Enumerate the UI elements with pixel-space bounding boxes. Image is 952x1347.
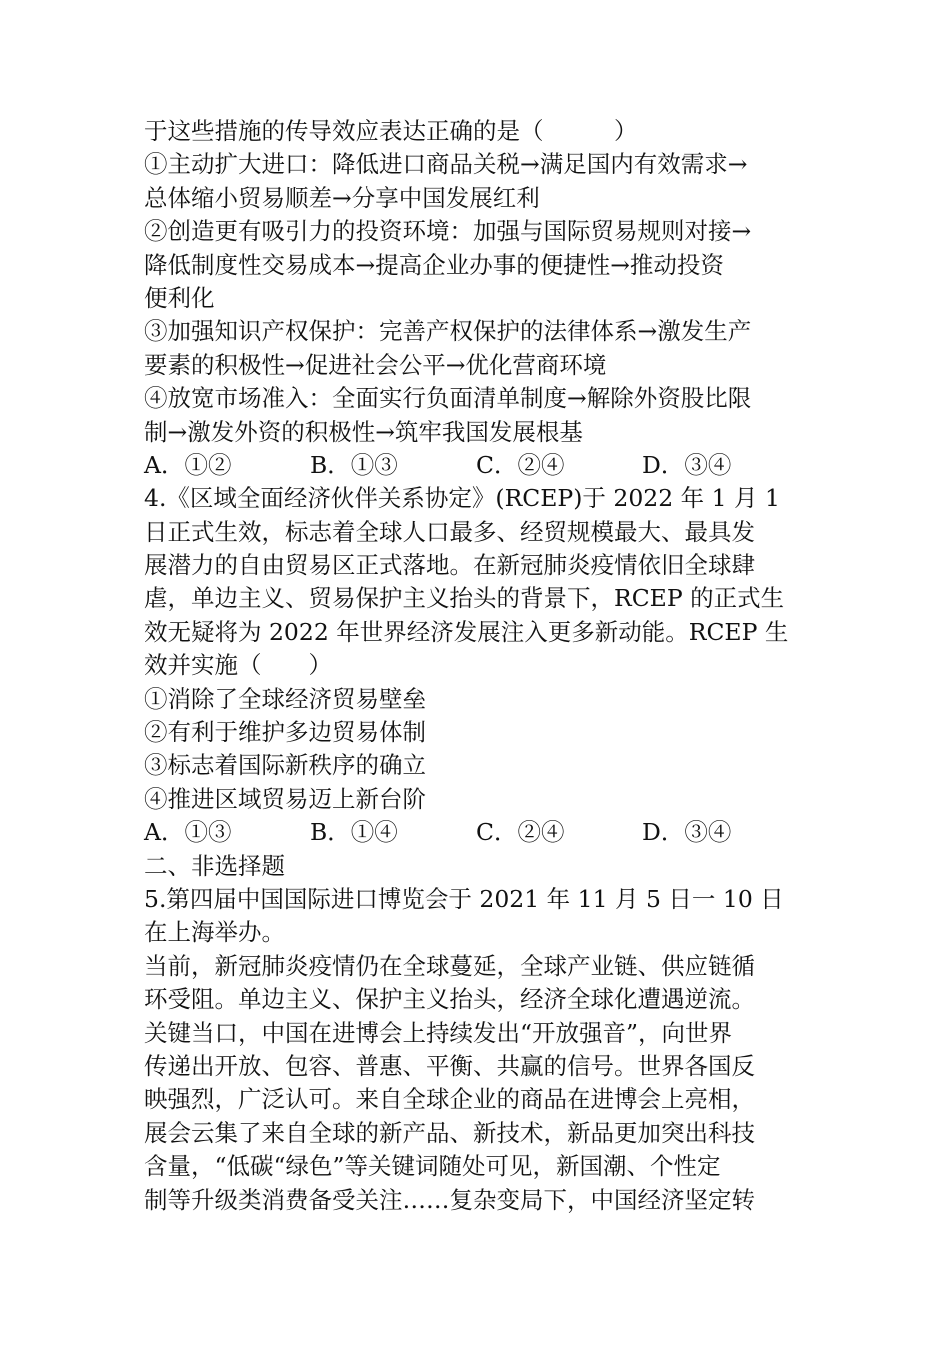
q3-option-d: D．③④ xyxy=(642,450,732,479)
q3-option-c: C．②④ xyxy=(476,450,565,479)
q5-passage-line: 制等升级类消费备受关注……复杂变局下，中国经济坚定转 xyxy=(144,1185,755,1214)
q5-passage-line: 含量，“低碳“绿色”等关键词随处可见，新国潮、个性定 xyxy=(144,1152,721,1181)
q3-item-line: ①主动扩大进口：降低进口商品关税→满足国内有效需求→ xyxy=(144,150,748,179)
q5-passage-line: 环受阻。单边主义、保护主义抬头，经济全球化遭遇逆流。 xyxy=(144,985,755,1014)
q4-option-c: C．②④ xyxy=(476,818,565,847)
q5-passage-line: 传递出开放、包容、普惠、平衡、共赢的信号。世界各国反 xyxy=(144,1051,755,1080)
q3-stem-tail: 于这些措施的传导效应表达正确的是（ ） xyxy=(144,117,638,145)
q3-item-line: ③加强知识产权保护：完善产权保护的法律体系→激发生产 xyxy=(144,317,752,346)
q4-option-b: B．①④ xyxy=(310,818,398,847)
q5-passage-line: 当前，新冠肺炎疫情仍在全球蔓延，全球产业链、供应链循 xyxy=(144,951,755,980)
q5-passage-line: 展会云集了来自全球的新产品、新技术，新品更加突出科技 xyxy=(144,1118,755,1147)
q4-item-line: ②有利于维护多边贸易体制 xyxy=(144,718,426,747)
q4-item-line: ③标志着国际新秩序的确立 xyxy=(144,751,426,780)
q3-option-a: A．①② xyxy=(144,450,232,479)
q4-item-line: ④推进区域贸易迈上新台阶 xyxy=(144,784,426,813)
q5-stem-line: 在上海举办。 xyxy=(144,918,285,947)
q5-passage-line: 映强烈，广泛认可。来自全球企业的商品在进博会上亮相， xyxy=(144,1085,755,1114)
q4-option-d: D．③④ xyxy=(642,818,732,847)
q4-stem-line: 展潜力的自由贸易区正式落地。在新冠肺炎疫情依旧全球肆 xyxy=(144,551,755,580)
q5-passage-line: 关键当口，中国在进博会上持续发出“开放强音”，向世界 xyxy=(144,1018,733,1047)
q3-options xyxy=(144,449,814,482)
q3-item-line: ②创造更有吸引力的投资环境：加强与国际贸易规则对接→ xyxy=(144,217,752,246)
q5-stem-line: 5.第四届中国国际进口博览会于 2021 年 11 月 5 日一 10 日 xyxy=(144,884,784,913)
q4-stem-line: 4.《区域全面经济伙伴关系协定》(RCEP)于 2022 年 1 月 1 xyxy=(144,484,780,513)
q3-item-line: 总体缩小贸易顺差→分享中国发展红利 xyxy=(144,183,540,212)
section-heading: 二、非选择题 xyxy=(144,851,285,880)
q4-options xyxy=(144,816,814,849)
q3-item-line: 便利化 xyxy=(144,283,215,312)
q3-item-line: 要素的积极性→促进社会公平→优化营商环境 xyxy=(144,350,607,379)
q4-item-line: ①消除了全球经济贸易壁垒 xyxy=(144,684,426,713)
q4-stem-line: 日正式生效，标志着全球人口最多、经贸规模最大、最具发 xyxy=(144,517,755,546)
q4-stem-line: 效无疑将为 2022 年世界经济发展注入更多新动能。RCEP 生 xyxy=(144,617,789,646)
q3-item-line: 制→激发外资的积极性→筑牢我国发展根基 xyxy=(144,417,583,446)
q3-item-line: 降低制度性交易成本→提高企业办事的便捷性→推动投资 xyxy=(144,250,724,279)
q4-stem-line: 效并实施（ ） xyxy=(144,651,332,680)
document-page xyxy=(144,115,814,1217)
q4-option-a: A．①③ xyxy=(144,818,232,847)
q3-item-line: ④放宽市场准入：全面实行负面清单制度→解除外资股比限 xyxy=(144,384,752,413)
q4-stem-line: 虐，单边主义、贸易保护主义抬头的背景下，RCEP 的正式生 xyxy=(144,584,785,613)
q3-option-b: B．①③ xyxy=(310,450,398,479)
